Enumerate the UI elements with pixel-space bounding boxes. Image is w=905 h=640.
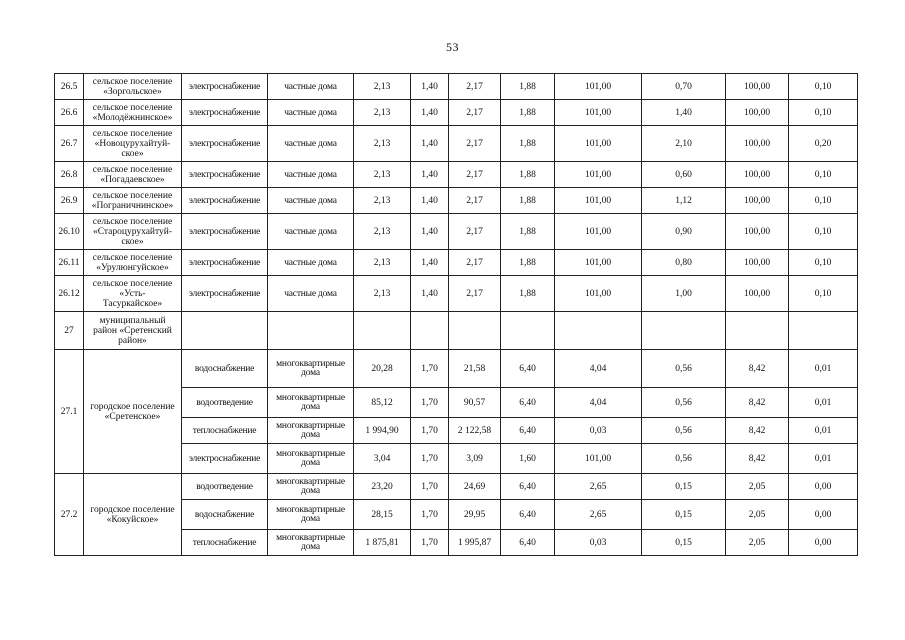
value-cell: 101,00	[555, 100, 642, 126]
service-type: электроснабжение	[182, 188, 268, 214]
value-cell: 0,10	[789, 188, 858, 214]
service-type: электроснабжение	[182, 444, 268, 474]
value-cell: 1,40	[642, 100, 726, 126]
value-cell: 1,88	[501, 100, 555, 126]
value-cell: 0,10	[789, 100, 858, 126]
district-name: муниципальный район «Сретенский район»	[84, 312, 182, 350]
value-cell: 0,03	[555, 530, 642, 556]
value-cell: 0,56	[642, 418, 726, 444]
value-cell: 1,88	[501, 214, 555, 250]
object-type: многоквартирные дома	[268, 388, 354, 418]
value-cell: 2,65	[555, 500, 642, 530]
value-cell: 1,40	[411, 214, 449, 250]
value-cell: 6,40	[501, 500, 555, 530]
object-type: многоквартирные дома	[268, 444, 354, 474]
value-cell: 90,57	[449, 388, 501, 418]
value-cell: 101,00	[555, 126, 642, 162]
object-type: многоквартирные дома	[268, 474, 354, 500]
value-cell: 1,40	[411, 126, 449, 162]
row-number: 27	[55, 312, 84, 350]
settlement-name: сельское поселение «Урулюнгуйское»	[84, 250, 182, 276]
object-type: частные дома	[268, 276, 354, 312]
service-type: электроснабжение	[182, 100, 268, 126]
object-type: частные дома	[268, 214, 354, 250]
service-type: теплоснабжение	[182, 530, 268, 556]
value-cell: 6,40	[501, 530, 555, 556]
service-type: теплоснабжение	[182, 418, 268, 444]
value-cell: 2,13	[354, 74, 411, 100]
page-number: 53	[446, 40, 459, 54]
value-cell: 1,70	[411, 474, 449, 500]
value-cell: 2,13	[354, 162, 411, 188]
object-type: многоквартирные дома	[268, 418, 354, 444]
service-type: электроснабжение	[182, 214, 268, 250]
empty-cell	[449, 312, 501, 350]
value-cell: 0,00	[789, 474, 858, 500]
value-cell: 100,00	[726, 214, 789, 250]
value-cell: 2,17	[449, 126, 501, 162]
value-cell: 101,00	[555, 214, 642, 250]
value-cell: 2,13	[354, 188, 411, 214]
object-type: частные дома	[268, 74, 354, 100]
table-row	[55, 350, 858, 388]
table-row	[55, 100, 858, 126]
row-number: 26.8	[55, 162, 84, 188]
settlement-name: городское поселение «Кокуйское»	[84, 474, 182, 556]
value-cell: 6,40	[501, 418, 555, 444]
settlement-name: сельское поселение «Усть- Тасуркайское»	[84, 276, 182, 312]
tariff-table	[54, 73, 858, 556]
settlement-name: сельское поселение «Староцурухайтуй- ское»	[84, 214, 182, 250]
value-cell: 0,10	[789, 74, 858, 100]
value-cell: 100,00	[726, 250, 789, 276]
table-row	[55, 214, 858, 250]
value-cell: 0,10	[789, 250, 858, 276]
row-number: 26.11	[55, 250, 84, 276]
table-row	[55, 162, 858, 188]
value-cell: 1,88	[501, 188, 555, 214]
table-row	[55, 250, 858, 276]
value-cell: 1,40	[411, 276, 449, 312]
table-row	[55, 74, 858, 100]
value-cell: 0,70	[642, 74, 726, 100]
value-cell: 1,00	[642, 276, 726, 312]
value-cell: 8,42	[726, 388, 789, 418]
value-cell: 2,13	[354, 214, 411, 250]
empty-cell	[354, 312, 411, 350]
value-cell: 1,40	[411, 74, 449, 100]
value-cell: 1,60	[501, 444, 555, 474]
value-cell: 23,20	[354, 474, 411, 500]
value-cell: 101,00	[555, 188, 642, 214]
value-cell: 2,10	[642, 126, 726, 162]
value-cell: 1,88	[501, 276, 555, 312]
value-cell: 20,28	[354, 350, 411, 388]
object-type: многоквартирные дома	[268, 530, 354, 556]
value-cell: 8,42	[726, 444, 789, 474]
value-cell: 0,60	[642, 162, 726, 188]
value-cell: 3,09	[449, 444, 501, 474]
empty-cell	[789, 312, 858, 350]
value-cell: 100,00	[726, 162, 789, 188]
empty-cell	[642, 312, 726, 350]
empty-cell	[555, 312, 642, 350]
value-cell: 2,17	[449, 162, 501, 188]
service-type: водоснабжение	[182, 500, 268, 530]
value-cell: 28,15	[354, 500, 411, 530]
settlement-name: сельское поселение «Молодёжнинское»	[84, 100, 182, 126]
value-cell: 0,15	[642, 530, 726, 556]
empty-cell	[411, 312, 449, 350]
row-number: 26.6	[55, 100, 84, 126]
value-cell: 4,04	[555, 388, 642, 418]
object-type: частные дома	[268, 126, 354, 162]
value-cell: 2,13	[354, 100, 411, 126]
value-cell: 101,00	[555, 444, 642, 474]
value-cell: 2,17	[449, 214, 501, 250]
value-cell: 100,00	[726, 126, 789, 162]
value-cell: 2,05	[726, 530, 789, 556]
value-cell: 2,17	[449, 250, 501, 276]
value-cell: 29,95	[449, 500, 501, 530]
object-type: многоквартирные дома	[268, 350, 354, 388]
value-cell: 0,10	[789, 162, 858, 188]
table-row	[55, 474, 858, 500]
empty-cell	[726, 312, 789, 350]
settlement-name: сельское поселение «Пограничнинское»	[84, 188, 182, 214]
value-cell: 1,12	[642, 188, 726, 214]
value-cell: 1,70	[411, 530, 449, 556]
service-type: электроснабжение	[182, 162, 268, 188]
value-cell: 8,42	[726, 350, 789, 388]
table-row	[55, 276, 858, 312]
service-type: электроснабжение	[182, 276, 268, 312]
object-type: частные дома	[268, 100, 354, 126]
value-cell: 101,00	[555, 162, 642, 188]
value-cell: 1,88	[501, 74, 555, 100]
value-cell: 100,00	[726, 74, 789, 100]
value-cell: 101,00	[555, 250, 642, 276]
value-cell: 101,00	[555, 74, 642, 100]
value-cell: 2,17	[449, 188, 501, 214]
value-cell: 0,56	[642, 350, 726, 388]
value-cell: 2,05	[726, 474, 789, 500]
value-cell: 6,40	[501, 350, 555, 388]
value-cell: 100,00	[726, 188, 789, 214]
value-cell: 0,03	[555, 418, 642, 444]
row-number: 26.5	[55, 74, 84, 100]
row-number: 26.10	[55, 214, 84, 250]
object-type: многоквартирные дома	[268, 500, 354, 530]
value-cell: 4,04	[555, 350, 642, 388]
empty-cell	[501, 312, 555, 350]
value-cell: 0,10	[789, 276, 858, 312]
table-row	[55, 188, 858, 214]
empty-cell	[268, 312, 354, 350]
value-cell: 2,05	[726, 500, 789, 530]
value-cell: 0,80	[642, 250, 726, 276]
settlement-name: сельское поселение «Погадаевское»	[84, 162, 182, 188]
value-cell: 0,01	[789, 388, 858, 418]
value-cell: 2,65	[555, 474, 642, 500]
service-type: водоотведение	[182, 474, 268, 500]
row-number: 26.7	[55, 126, 84, 162]
settlement-name: городское поселение «Сретенское»	[84, 350, 182, 474]
value-cell: 0,01	[789, 350, 858, 388]
value-cell: 1,70	[411, 350, 449, 388]
value-cell: 1,70	[411, 388, 449, 418]
value-cell: 1,40	[411, 188, 449, 214]
value-cell: 1,40	[411, 250, 449, 276]
value-cell: 2 122,58	[449, 418, 501, 444]
value-cell: 1,88	[501, 162, 555, 188]
value-cell: 1,40	[411, 162, 449, 188]
value-cell: 1,88	[501, 250, 555, 276]
row-number: 26.9	[55, 188, 84, 214]
object-type: частные дома	[268, 162, 354, 188]
value-cell: 24,69	[449, 474, 501, 500]
service-type: электроснабжение	[182, 74, 268, 100]
row-number: 27.2	[55, 474, 84, 556]
value-cell: 0,01	[789, 418, 858, 444]
value-cell: 0,56	[642, 444, 726, 474]
value-cell: 1 994,90	[354, 418, 411, 444]
service-type: электроснабжение	[182, 250, 268, 276]
district-row	[55, 312, 858, 350]
value-cell: 0,01	[789, 444, 858, 474]
value-cell: 0,56	[642, 388, 726, 418]
value-cell: 1,70	[411, 444, 449, 474]
value-cell: 0,00	[789, 500, 858, 530]
value-cell: 0,15	[642, 500, 726, 530]
value-cell: 6,40	[501, 388, 555, 418]
value-cell: 21,58	[449, 350, 501, 388]
service-type: водоснабжение	[182, 350, 268, 388]
value-cell: 0,10	[789, 214, 858, 250]
value-cell: 2,17	[449, 276, 501, 312]
value-cell: 100,00	[726, 100, 789, 126]
service-type: электроснабжение	[182, 126, 268, 162]
value-cell: 1,70	[411, 418, 449, 444]
empty-cell	[182, 312, 268, 350]
value-cell: 2,17	[449, 74, 501, 100]
object-type: частные дома	[268, 250, 354, 276]
value-cell: 6,40	[501, 474, 555, 500]
object-type: частные дома	[268, 188, 354, 214]
value-cell: 85,12	[354, 388, 411, 418]
value-cell: 2,13	[354, 126, 411, 162]
value-cell: 100,00	[726, 276, 789, 312]
value-cell: 1,40	[411, 100, 449, 126]
service-type: водоотведение	[182, 388, 268, 418]
value-cell: 1 995,87	[449, 530, 501, 556]
value-cell: 0,00	[789, 530, 858, 556]
value-cell: 3,04	[354, 444, 411, 474]
value-cell: 1,88	[501, 126, 555, 162]
settlement-name: сельское поселение «Новоцурухайтуй- ское»	[84, 126, 182, 162]
settlement-name: сельское поселение «Зоргольское»	[84, 74, 182, 100]
row-number: 27.1	[55, 350, 84, 474]
value-cell: 0,15	[642, 474, 726, 500]
value-cell: 101,00	[555, 276, 642, 312]
value-cell: 1,70	[411, 500, 449, 530]
value-cell: 2,13	[354, 276, 411, 312]
row-number: 26.12	[55, 276, 84, 312]
table-row	[55, 126, 858, 162]
value-cell: 0,20	[789, 126, 858, 162]
value-cell: 2,13	[354, 250, 411, 276]
value-cell: 1 875,81	[354, 530, 411, 556]
value-cell: 0,90	[642, 214, 726, 250]
value-cell: 8,42	[726, 418, 789, 444]
value-cell: 2,17	[449, 100, 501, 126]
